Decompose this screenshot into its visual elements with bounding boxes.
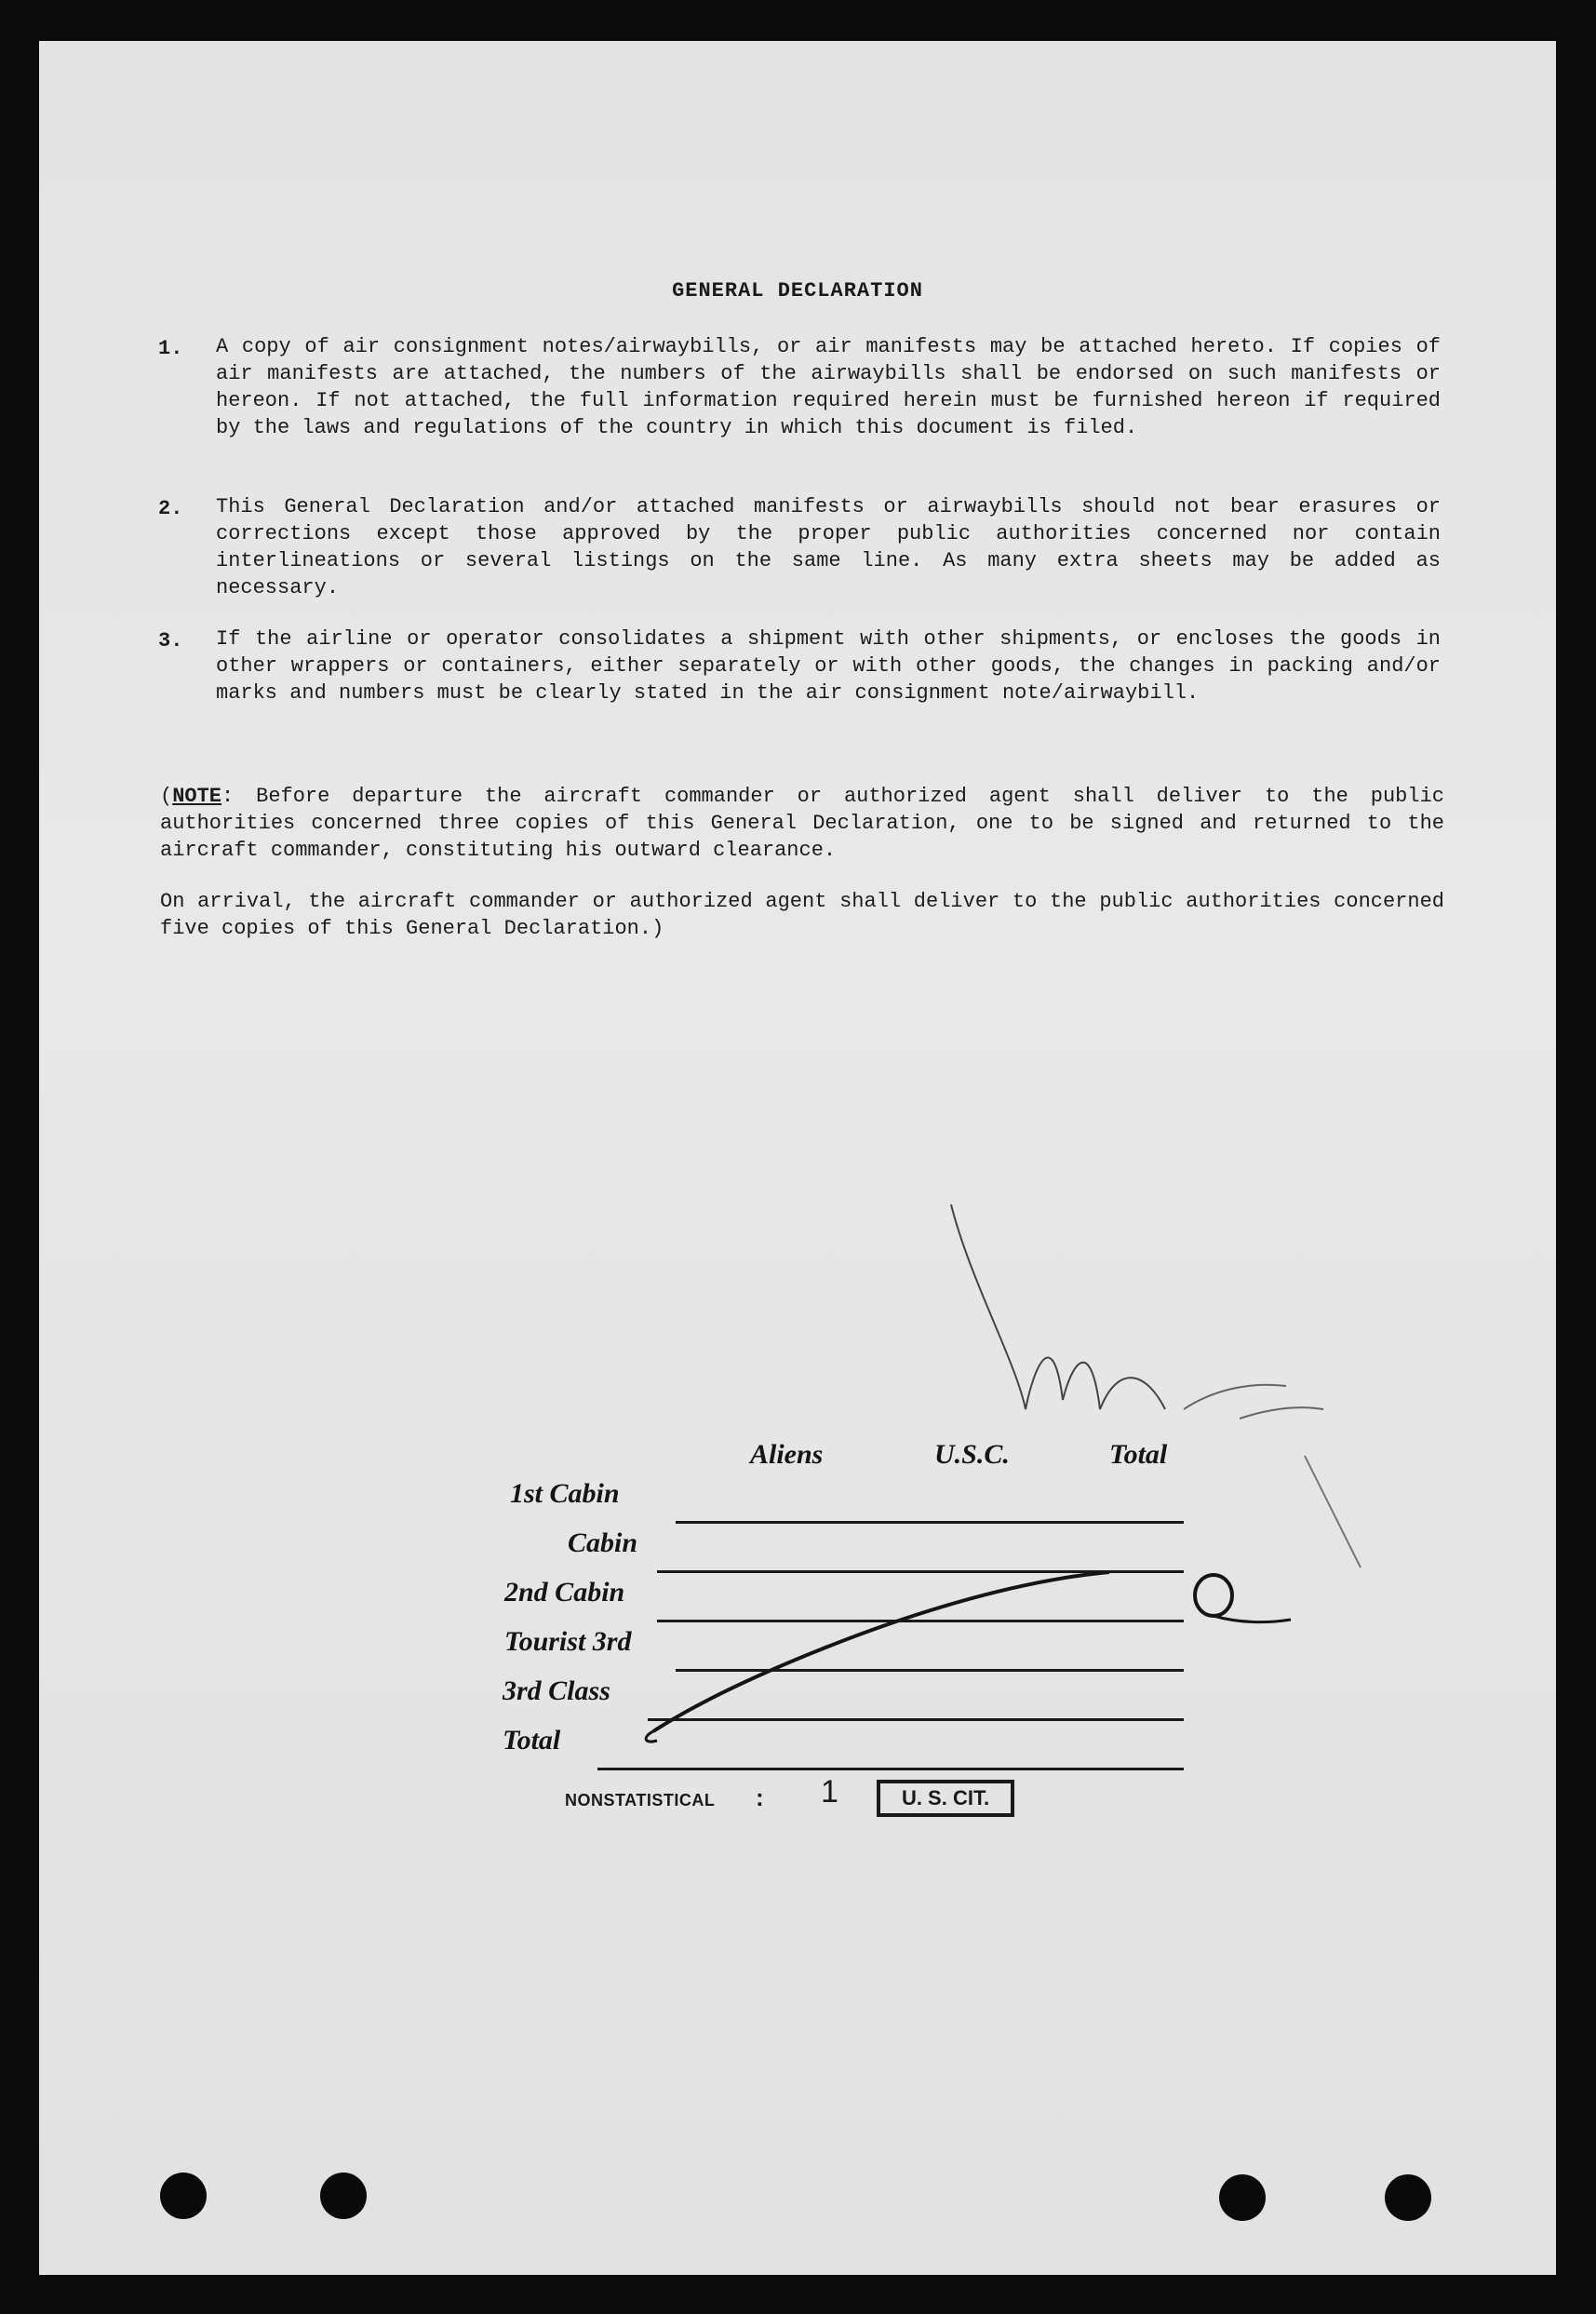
row-label-2nd-cabin: 2nd Cabin [504, 1577, 625, 1608]
circled-zero-mark [1195, 1575, 1232, 1616]
note-label: NOTE [172, 785, 222, 808]
column-header-usc: U.S.C. [934, 1439, 1010, 1470]
item-1-number: 1. [158, 337, 183, 360]
page-title: GENERAL DECLARATION [672, 279, 923, 303]
strike-tail-mark [646, 1731, 657, 1742]
column-header-total: Total [1109, 1439, 1168, 1470]
row-label-total: Total [503, 1725, 561, 1756]
row-label-1st-cabin: 1st Cabin [510, 1478, 620, 1509]
nonstatistical-colon: : [756, 1783, 764, 1811]
nonstatistical-count: 1 [821, 1774, 838, 1809]
row-label-cabin: Cabin [568, 1527, 638, 1558]
signature-flourish [1305, 1456, 1361, 1567]
item-3-text: If the airline or operator consolidates a shipment with other shipments, or encloses the goods in other wrappers or containers, either separately or with other goods, the changes in packing and/or marks and numbers must be clearly stated in the air consignment note/airwaybill. [216, 627, 1441, 705]
document-page [39, 41, 1556, 2275]
note-colon: : [221, 785, 235, 808]
row-label-tourist-3rd: Tourist 3rd [504, 1626, 632, 1657]
punch-hole [160, 2173, 207, 2219]
signature-scrawl [951, 1204, 1165, 1409]
row-label-3rd-class: 3rd Class [503, 1675, 610, 1706]
punch-hole [320, 2173, 367, 2219]
column-header-aliens: Aliens [750, 1439, 824, 1470]
punch-hole [1385, 2174, 1431, 2221]
us-citizen-stamp: U. S. CIT. [877, 1780, 1014, 1817]
circled-zero-tail [1214, 1616, 1291, 1622]
handwriting-overlay [39, 41, 1556, 2275]
item-3-number: 3. [158, 629, 183, 652]
item-2-text: This General Declaration and/or attached manifests or airwaybills should not bear erasures or corrections except those approved by the proper public authorities concerned nor contain interlineations or several listings on the same line. As many extra sheets may be added as necessary. [216, 495, 1441, 599]
note-open-paren: ( [160, 785, 173, 808]
nonstatistical-stamp: NONSTATISTICAL [565, 1791, 716, 1809]
signature-scrawl-2 [1184, 1385, 1323, 1419]
diagonal-strike-mark [653, 1572, 1109, 1731]
item-2-number: 2. [158, 497, 183, 520]
punch-hole [1219, 2174, 1266, 2221]
arrival-paragraph: On arrival, the aircraft commander or authorized agent shall deliver to the public authorities concerned five copies of this General Declaration.) [160, 890, 1444, 940]
note-text: Before departure the aircraft commander or authorized agent shall deliver to the public authorities concerned three copies of this General Declaration, one to be signed and returned to the aircraft commander, constituting his outward clearance. [160, 785, 1444, 862]
item-1-text: A copy of air consignment notes/airwaybills, or air manifests may be attached hereto. If copies of air manifests are attached, the numbers of the airwaybills shall be endorsed on such manifests or hereon. If not attached, the full information required herein must be furnished hereon if required by the laws and regulations of the country in which this document is filed. [216, 335, 1441, 439]
